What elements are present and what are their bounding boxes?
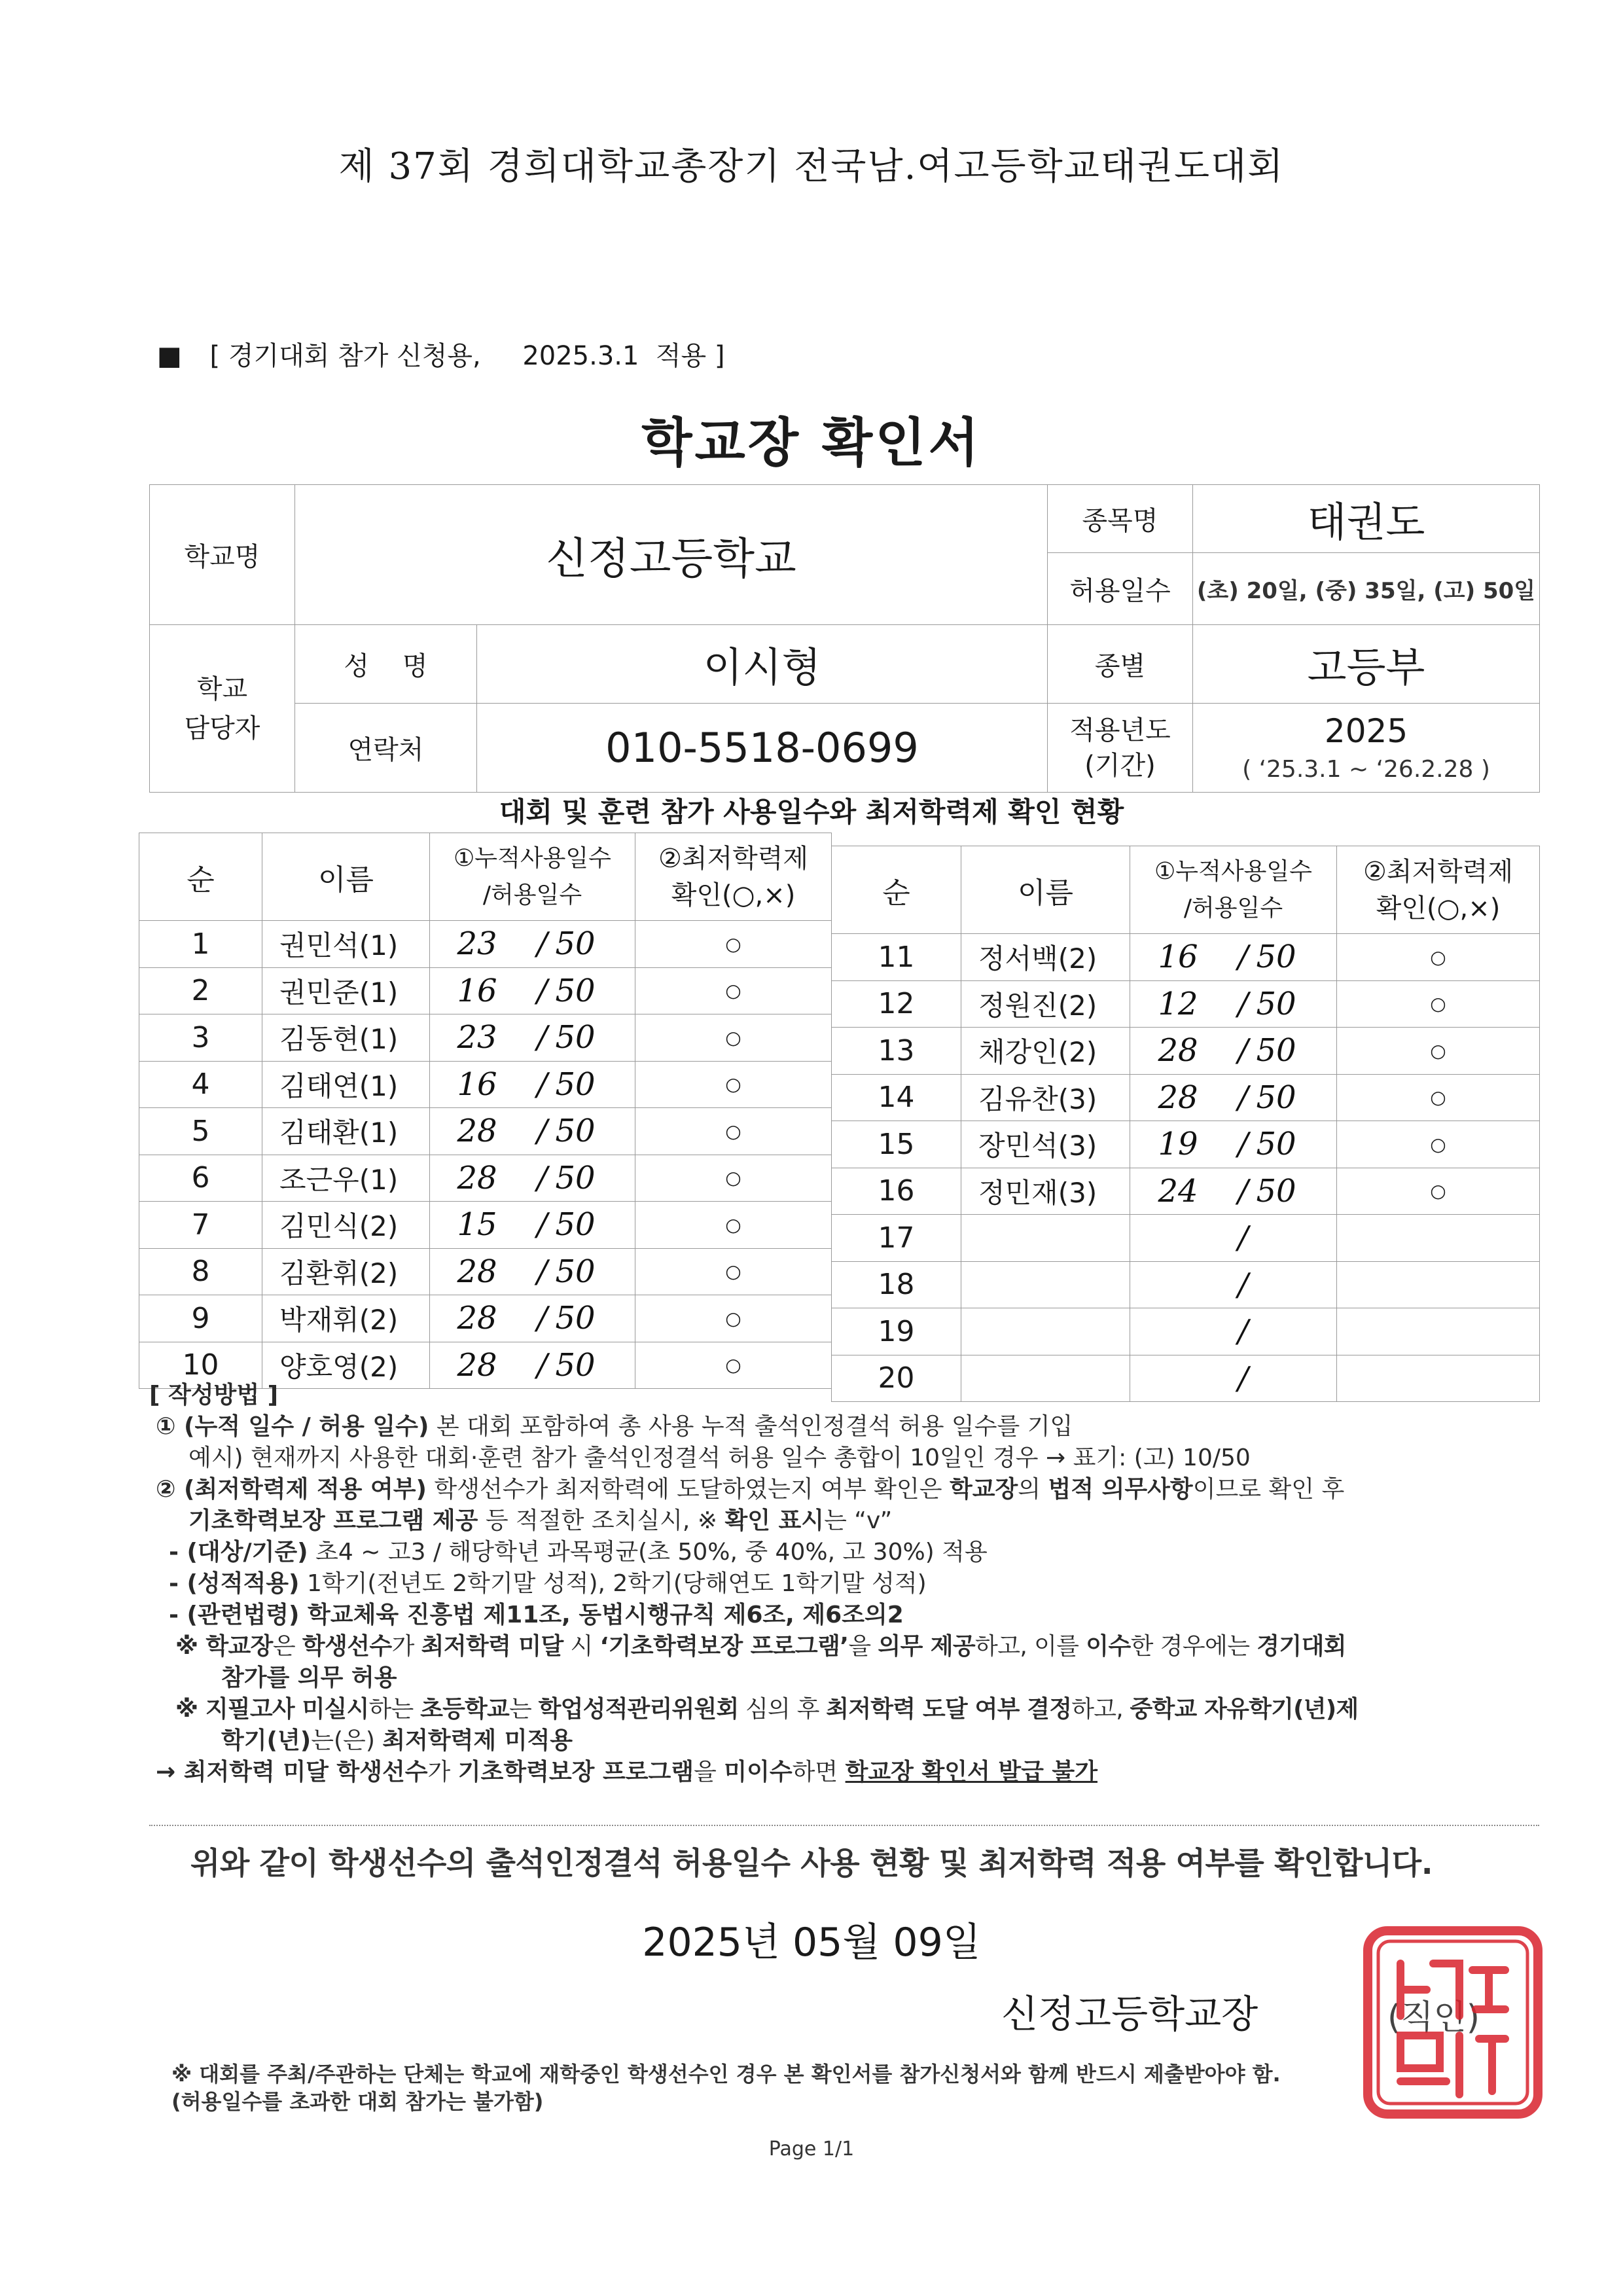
student-name: 정서백(2) [961, 934, 1130, 981]
text-span: 기초학력보장 프로그램 제공 [188, 1507, 478, 1534]
text-span: 최저학력제 미적용 [382, 1727, 573, 1754]
used-days: 12 [1158, 985, 1198, 1022]
square-bullet: ■ [157, 341, 182, 371]
student-name: 권민준(1) [262, 967, 430, 1014]
event-title: 제 37회 경희대학교총장기 전국남.여고등학교태권도대회 [338, 145, 1285, 188]
text-span: ※ 지필고사 미실시 [175, 1696, 369, 1723]
student-name: 김유찬(3) [961, 1074, 1130, 1121]
minimum-grade-check: ○ [635, 1108, 832, 1155]
sport-label: 종목명 [1048, 485, 1193, 553]
text-span: ② (최저학력제 적용 여부) [156, 1476, 427, 1503]
instruction-line: 예시) 현재까지 사용한 대회·훈련 참가 출석인정결석 허용 일수 총합이 10일인 경우 → 표기: (고) 10/50 [188, 1444, 1251, 1471]
text-span: 경기대회 [1257, 1633, 1346, 1660]
school-label: 학교명 [150, 485, 295, 625]
seal-mark-text: (직인) [1387, 1998, 1480, 2037]
row-number: 3 [139, 1014, 262, 1062]
student-name: 조근우(1) [262, 1155, 430, 1202]
minimum-grade-check: ○ [635, 1202, 832, 1249]
table-row [832, 980, 1540, 1028]
text-span: 학교장 [949, 1476, 1018, 1503]
days-cell [430, 1014, 635, 1062]
slash: / [1238, 1266, 1249, 1303]
col-header-check-line1: ②최저학력제 [1363, 856, 1514, 887]
minimum-grade-check: ○ [1337, 1074, 1540, 1121]
slash: / [537, 1113, 548, 1150]
text-span: 의 [1018, 1476, 1048, 1503]
text-span: 는(은) [311, 1727, 383, 1754]
text-span: 한 경우에는 [1130, 1633, 1257, 1660]
slash: / [1238, 1032, 1249, 1069]
allowed-days: 50 [1256, 939, 1296, 976]
student-name: 김환휘(2) [262, 1248, 430, 1295]
col-header-name: 이름 [961, 846, 1130, 934]
row-number: 1 [139, 921, 262, 968]
col-header-days [1130, 846, 1337, 934]
slash: / [537, 1300, 548, 1337]
allowed-days: 50 [1256, 985, 1296, 1022]
minimum-grade-check: ○ [635, 921, 832, 968]
minimum-grade-check [1337, 1261, 1540, 1308]
text-span: 학업성적관리위원회 [538, 1696, 739, 1723]
instruction-line [149, 1411, 1550, 1443]
days-cell [1130, 1215, 1337, 1262]
days-cell [430, 967, 635, 1014]
allowed-days-label: 허용일수 [1048, 553, 1193, 625]
doc-title: 학교장 확인서 [641, 412, 982, 473]
slash: / [537, 1346, 548, 1384]
slash: / [1238, 985, 1249, 1022]
text-span: 학교장 확인서 발급 불가 [845, 1759, 1097, 1785]
year-label: 적용년도 (기간) [1048, 704, 1193, 793]
used-days: 19 [1158, 1126, 1198, 1163]
manager-label: 학교 담당자 [150, 625, 295, 793]
col-header-days [430, 833, 635, 921]
usage-note-row [157, 335, 724, 372]
text-span: - (성적적용) [169, 1570, 300, 1597]
row-number: 11 [832, 934, 961, 981]
used-days: 28 [1158, 1032, 1198, 1069]
text-span: 기초학력보장 프로그램 [457, 1759, 694, 1785]
allowed-days: 50 [555, 925, 596, 963]
table-row [832, 1074, 1540, 1121]
slash: / [1238, 1172, 1249, 1210]
text-span: 본 대회 포함하여 총 사용 누적 출석인정결석 허용 일수를 기입 [429, 1413, 1073, 1440]
minimum-grade-check: ○ [635, 1061, 832, 1108]
table-row [832, 1261, 1540, 1308]
status-title: 대회 및 훈련 참가 사용일수와 최저학력제 확인 현황 [499, 796, 1124, 828]
minimum-grade-check: ○ [1337, 1168, 1540, 1215]
student-name: 정원진(2) [961, 980, 1130, 1028]
separator [149, 1825, 1539, 1826]
text-span: 학교체육 진흥법 제11조, 동법시행규칙 제6조, 제6조의2 [299, 1602, 904, 1628]
col-header-days-line2: /허용일수 [1183, 894, 1283, 922]
table-row [139, 1014, 832, 1062]
minimum-grade-check: ○ [635, 1248, 832, 1295]
table-row [832, 1308, 1540, 1355]
row-number: 17 [832, 1215, 961, 1262]
table-row [139, 1248, 832, 1295]
slash: / [537, 1206, 548, 1244]
student-name [961, 1308, 1130, 1355]
days-cell [430, 1295, 635, 1342]
allowed-days: 50 [555, 1300, 596, 1337]
school-name: 신정고등학교 [295, 485, 1048, 625]
table-row [139, 1202, 832, 1249]
text-span: 하고, [1071, 1696, 1130, 1723]
instruction-line [149, 1757, 1550, 1788]
text-span: 미이수 [724, 1759, 793, 1785]
minimum-grade-check: ○ [635, 967, 832, 1014]
days-cell [430, 921, 635, 968]
minimum-grade-check: ○ [635, 1295, 832, 1342]
allowed-days: 50 [555, 1113, 596, 1150]
student-name: 권민석(1) [262, 921, 430, 968]
table-row [832, 1215, 1540, 1262]
minimum-grade-check: ○ [1337, 1121, 1540, 1168]
status-table-right [831, 846, 1540, 1402]
row-number: 9 [139, 1295, 262, 1342]
text-span: ※ 학교장 [175, 1633, 273, 1660]
days-cell [1130, 1121, 1337, 1168]
status-table-left [139, 833, 832, 1389]
instruction-line: 참가를 의무 허용 [221, 1664, 397, 1691]
table-row [832, 1121, 1540, 1168]
principal-name: 신정고등학교장 [1001, 1992, 1258, 2036]
slash: / [537, 1066, 548, 1103]
col-header-check [1337, 846, 1540, 934]
text-span: 가 [391, 1633, 421, 1660]
row-number: 15 [832, 1121, 961, 1168]
days-cell [430, 1248, 635, 1295]
text-span: 1학기(전년도 2학기말 성적), 2학기(당해연도 1학기말 성적) [299, 1570, 927, 1597]
text-span: 최저학력 도달 여부 결정 [826, 1696, 1072, 1723]
manager-name-label: 성 명 [295, 625, 477, 704]
usage-note: [ 경기대회 참가 신청용, 2025.3.1 적용 ] [209, 341, 725, 371]
student-name: 장민석(3) [961, 1121, 1130, 1168]
days-cell [1130, 1308, 1337, 1355]
contact-label: 연락처 [295, 704, 477, 793]
allowed-days: 50 [555, 1346, 596, 1384]
student-name: 박재휘(2) [262, 1295, 430, 1342]
days-cell [430, 1061, 635, 1108]
allowed-days: 50 [555, 1253, 596, 1290]
col-header-days-line1: ①누적사용일수 [1154, 857, 1312, 885]
instructions [149, 1380, 1550, 1788]
used-days: 28 [457, 1159, 497, 1196]
table-row [832, 1028, 1540, 1075]
instruction-line [149, 1694, 1550, 1725]
days-cell [430, 1202, 635, 1249]
text-span: 이수 [1086, 1633, 1131, 1660]
year-value: 2025 [1324, 712, 1408, 751]
allowed-days: 50 [1256, 1079, 1296, 1116]
division-label: 종별 [1048, 625, 1193, 704]
instruction-line [149, 1568, 1550, 1600]
student-name: 김민식(2) [262, 1202, 430, 1249]
text-span: 의무 제공 [878, 1633, 976, 1660]
text-span: 는 “v” [824, 1507, 893, 1534]
text-span: 이므로 확인 후 [1192, 1476, 1345, 1503]
text-span: 시 [563, 1633, 600, 1660]
instructions-heading: [ 작성방법 ] [149, 1382, 279, 1408]
days-cell [1130, 1168, 1337, 1215]
used-days: 23 [457, 925, 497, 963]
student-name: 김태연(1) [262, 1061, 430, 1108]
col-header-days-line2: /허용일수 [482, 881, 582, 908]
col-header-check-line2: 확인(○,×) [1376, 893, 1501, 924]
used-days: 28 [457, 1253, 497, 1290]
text-span: 학생선수가 최저학력에 도달하였는지 여부 확인은 [426, 1476, 950, 1503]
text-span: 는 [509, 1696, 539, 1723]
used-days: 23 [457, 1019, 497, 1056]
slash: / [537, 972, 548, 1009]
text-span: 등 적절한 조치실시, ※ [478, 1507, 725, 1534]
allowed-days: 50 [555, 1019, 596, 1056]
text-span: ① (누적 일수 / 허용 일수) [156, 1413, 429, 1440]
text-span: 학생선수 [302, 1633, 392, 1660]
manager-name: 이시형 [477, 625, 1048, 704]
text-span: 을 [848, 1633, 878, 1660]
row-number: 16 [832, 1168, 961, 1215]
col-header-no: 순 [832, 846, 961, 934]
instruction-line [149, 1505, 1550, 1537]
row-number: 8 [139, 1248, 262, 1295]
minimum-grade-check: ○ [635, 1342, 832, 1389]
text-span: ‘기초학력보장 프로그램’ [599, 1633, 849, 1660]
used-days: 16 [1158, 939, 1198, 976]
row-number: 19 [832, 1308, 961, 1355]
text-span: 중학교 자유학기(년)제 [1130, 1696, 1359, 1723]
student-name [961, 1261, 1130, 1308]
days-cell [1130, 1261, 1337, 1308]
table-row [139, 1061, 832, 1108]
slash: / [1238, 1219, 1249, 1257]
footer-note [171, 2060, 1281, 2115]
used-days: 28 [457, 1113, 497, 1150]
issue-date: 2025년 05월 09일 [642, 1920, 981, 1965]
year-cell [1193, 704, 1540, 793]
confirm-statement: 위와 같이 학생선수의 출석인정결석 허용일수 사용 현황 및 최저학력 적용 여부를 확인합니다. [190, 1846, 1433, 1882]
row-number: 5 [139, 1108, 262, 1155]
minimum-grade-check [1337, 1308, 1540, 1355]
slash: / [537, 925, 548, 963]
text-span: 하면 [792, 1759, 846, 1785]
row-number: 20 [832, 1355, 961, 1402]
instruction-line [149, 1600, 1550, 1631]
text-span: 하는 [368, 1696, 421, 1723]
division-value: 고등부 [1193, 625, 1540, 704]
text-span: 확인 표시 [724, 1507, 825, 1534]
allowed-days: 50 [555, 1159, 596, 1196]
slash: / [537, 1159, 548, 1196]
school-info-table [149, 484, 1540, 793]
student-name: 채강인(2) [961, 1028, 1130, 1075]
days-cell [430, 1108, 635, 1155]
slash: / [537, 1253, 548, 1290]
row-number: 13 [832, 1028, 961, 1075]
row-number: 12 [832, 980, 961, 1028]
table-row [832, 934, 1540, 981]
text-span: 가 [427, 1759, 458, 1785]
student-name [961, 1215, 1130, 1262]
footer-note-line1: ※ 대회를 주최/주관하는 단체는 학교에 재학중인 학생선수인 경우 본 확인서를 참가신청서와 함께 반드시 제출받아야 함. [171, 2062, 1281, 2087]
col-header-name: 이름 [262, 833, 430, 921]
text-span: 초4 ~ 고3 / 해당학년 과목평균(초 50%, 중 40%, 고 30%) 적용 [308, 1539, 988, 1566]
table-row [139, 1108, 832, 1155]
col-header-check-line2: 확인(○,×) [671, 880, 796, 910]
days-cell [1130, 934, 1337, 981]
slash: / [1238, 1079, 1249, 1116]
allowed-days: 50 [555, 1206, 596, 1244]
text-span: - (대상/기준) [169, 1539, 308, 1566]
instruction-line [149, 1537, 1550, 1568]
col-header-check [635, 833, 832, 921]
col-header-check-line1: ②최저학력제 [658, 843, 809, 874]
row-number: 7 [139, 1202, 262, 1249]
col-header-days-line1: ①누적사용일수 [454, 844, 611, 872]
slash: / [1238, 1313, 1249, 1350]
days-cell [1130, 1074, 1337, 1121]
text-span: 은 [272, 1633, 302, 1660]
days-cell [1130, 1028, 1337, 1075]
row-number: 14 [832, 1074, 961, 1121]
student-name: 김태환(1) [262, 1108, 430, 1155]
text-span: 최저학력 미달 [421, 1633, 563, 1660]
slash: / [1238, 1359, 1249, 1397]
instruction-line [149, 1631, 1550, 1662]
used-days: 28 [457, 1300, 497, 1337]
row-number: 10 [139, 1342, 262, 1389]
text-span: 하고, 이를 [975, 1633, 1086, 1660]
used-days: 28 [1158, 1079, 1198, 1116]
minimum-grade-check: ○ [635, 1155, 832, 1202]
slash: / [1238, 1126, 1249, 1163]
year-period: ( ‘25.3.1 ~ ‘26.2.28 ) [1242, 755, 1490, 783]
allowed-days-value: (초) 20일, (중) 35일, (고) 50일 [1193, 553, 1540, 625]
used-days: 24 [1158, 1172, 1198, 1210]
student-name: 양호영(2) [262, 1342, 430, 1389]
contact-value: 010-5518-0699 [477, 704, 1048, 793]
text-span: 초등학교 [420, 1696, 510, 1723]
used-days: 16 [457, 1066, 497, 1103]
allowed-days: 50 [1256, 1126, 1296, 1163]
sport-name: 태권도 [1193, 485, 1540, 553]
table-row [139, 1155, 832, 1202]
row-number: 4 [139, 1061, 262, 1108]
minimum-grade-check: ○ [1337, 1028, 1540, 1075]
allowed-days: 50 [1256, 1172, 1296, 1210]
table-row [139, 921, 832, 968]
minimum-grade-check: ○ [635, 1014, 832, 1062]
used-days: 28 [457, 1346, 497, 1384]
allowed-days: 50 [555, 972, 596, 1009]
col-header-no: 순 [139, 833, 262, 921]
student-name: 정민재(3) [961, 1168, 1130, 1215]
row-number: 2 [139, 967, 262, 1014]
table-row [139, 967, 832, 1014]
row-number: 18 [832, 1261, 961, 1308]
minimum-grade-check: ○ [1337, 980, 1540, 1028]
days-cell [1130, 980, 1337, 1028]
minimum-grade-check: ○ [1337, 934, 1540, 981]
text-span: 심의 후 [738, 1696, 827, 1723]
text-span: → 최저학력 미달 학생선수 [156, 1759, 428, 1785]
text-span: 법적 의무사항 [1048, 1476, 1193, 1503]
days-cell [430, 1155, 635, 1202]
student-name: 김동현(1) [262, 1014, 430, 1062]
used-days: 15 [457, 1206, 497, 1244]
table-row [832, 1168, 1540, 1215]
text-span: - (관련법령) [169, 1602, 300, 1628]
used-days: 16 [457, 972, 497, 1009]
row-number: 6 [139, 1155, 262, 1202]
slash: / [1238, 939, 1249, 976]
text-span: 학기(년) [221, 1727, 312, 1754]
footer-note-line2: (허용일수를 초과한 대회 참가는 불가함) [171, 2089, 544, 2114]
text-span: 을 [694, 1759, 724, 1785]
page-number: Page 1/1 [768, 2138, 855, 2161]
instruction-line [149, 1725, 1550, 1757]
allowed-days: 50 [555, 1066, 596, 1103]
instruction-line [149, 1474, 1550, 1505]
minimum-grade-check [1337, 1215, 1540, 1262]
school-seal-icon [1361, 1924, 1544, 2121]
allowed-days: 50 [1256, 1032, 1296, 1069]
slash: / [537, 1019, 548, 1056]
table-row [139, 1295, 832, 1342]
